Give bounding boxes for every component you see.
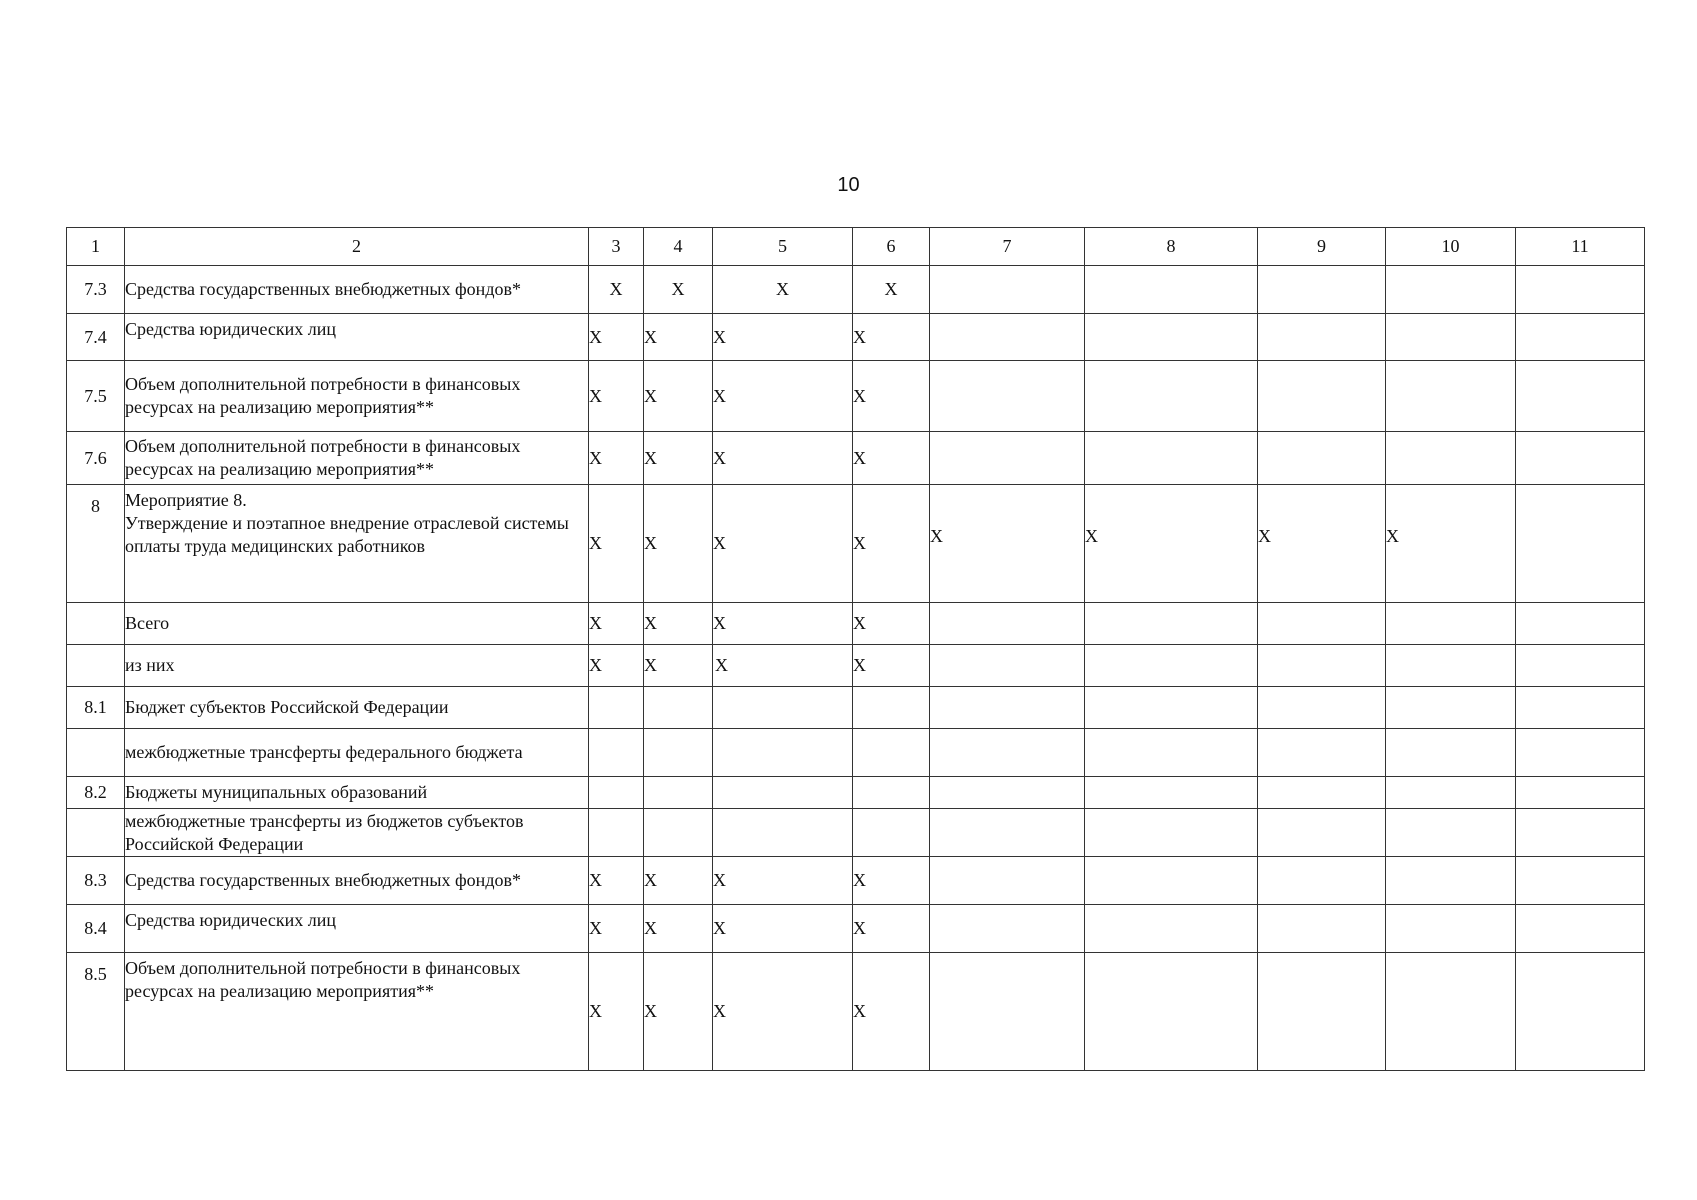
cell-col8 xyxy=(1085,857,1258,905)
row-description xyxy=(125,485,589,603)
cell-col9 xyxy=(1258,905,1386,953)
table-row xyxy=(67,645,1645,687)
cell-col6 xyxy=(853,729,930,777)
column-header: 7 xyxy=(930,228,1085,266)
cell-col4 xyxy=(644,809,713,857)
cell-col9 xyxy=(1258,432,1386,485)
row-number: 8.4 xyxy=(67,905,125,953)
column-header: 3 xyxy=(589,228,644,266)
cell-col4: X xyxy=(644,953,713,1071)
row-number: 8 xyxy=(67,485,125,603)
cell-col10 xyxy=(1386,687,1516,729)
cell-col11 xyxy=(1516,432,1645,485)
cell-col11 xyxy=(1516,905,1645,953)
cell-col4: X xyxy=(644,266,713,314)
cell-col10 xyxy=(1386,953,1516,1071)
cell-col10 xyxy=(1386,266,1516,314)
measure-title: Мероприятие 8. xyxy=(125,490,247,510)
cell-col8 xyxy=(1085,603,1258,645)
table-row xyxy=(67,729,1645,777)
cell-col4 xyxy=(644,687,713,729)
cell-col5 xyxy=(713,809,853,857)
cell-col7 xyxy=(930,603,1085,645)
column-header: 6 xyxy=(853,228,930,266)
table-row xyxy=(67,485,1645,603)
measure-description: Утверждение и поэтапное внедрение отраслевой системы оплаты труда медицинских работников xyxy=(125,513,569,556)
cell-col10 xyxy=(1386,361,1516,432)
cell-col7 xyxy=(930,809,1085,857)
cell-col5: X xyxy=(713,603,853,645)
cell-col7 xyxy=(930,361,1085,432)
cell-col9 xyxy=(1258,809,1386,857)
row-description: Бюджет субъектов Российской Федерации xyxy=(125,687,589,729)
cell-col4: X xyxy=(644,857,713,905)
cell-col8 xyxy=(1085,432,1258,485)
row-number: 7.4 xyxy=(67,314,125,361)
cell-col10 xyxy=(1386,777,1516,809)
cell-col6 xyxy=(853,687,930,729)
row-description: Всего xyxy=(125,603,589,645)
table-row xyxy=(67,809,1645,857)
cell-col7 xyxy=(930,777,1085,809)
cell-col4: X xyxy=(644,603,713,645)
cell-col3: X xyxy=(589,266,644,314)
cell-col3: X xyxy=(589,432,644,485)
cell-col11 xyxy=(1516,603,1645,645)
row-description: Средства государственных внебюджетных фондов* xyxy=(125,857,589,905)
funding-table xyxy=(66,227,1645,1071)
cell-col9 xyxy=(1258,314,1386,361)
row-number: 7.3 xyxy=(67,266,125,314)
row-description: из них xyxy=(125,645,589,687)
row-number xyxy=(67,645,125,687)
cell-col6: X xyxy=(853,485,930,603)
cell-col6 xyxy=(853,777,930,809)
row-number: 8.1 xyxy=(67,687,125,729)
cell-col8 xyxy=(1085,905,1258,953)
row-description: Средства государственных внебюджетных фондов* xyxy=(125,266,589,314)
cell-col3 xyxy=(589,729,644,777)
cell-col11 xyxy=(1516,314,1645,361)
cell-col8 xyxy=(1085,777,1258,809)
cell-col6: X xyxy=(853,953,930,1071)
cell-col3: X xyxy=(589,603,644,645)
cell-col4: X xyxy=(644,432,713,485)
cell-col11 xyxy=(1516,953,1645,1071)
cell-col11 xyxy=(1516,777,1645,809)
cell-col5: X xyxy=(713,485,853,603)
table-header-row xyxy=(67,228,1645,266)
cell-col7 xyxy=(930,953,1085,1071)
cell-col3: X xyxy=(589,645,644,687)
cell-col3 xyxy=(589,809,644,857)
cell-col5 xyxy=(713,687,853,729)
cell-col8 xyxy=(1085,687,1258,729)
cell-col3 xyxy=(589,687,644,729)
cell-col10 xyxy=(1386,432,1516,485)
cell-col11 xyxy=(1516,729,1645,777)
column-header: 1 xyxy=(67,228,125,266)
cell-col4 xyxy=(644,729,713,777)
cell-col10 xyxy=(1386,809,1516,857)
cell-col6: X xyxy=(853,603,930,645)
cell-col10 xyxy=(1386,729,1516,777)
column-header: 2 xyxy=(125,228,589,266)
cell-col9 xyxy=(1258,645,1386,687)
cell-col4: X xyxy=(644,485,713,603)
cell-col6: X xyxy=(853,905,930,953)
row-description: Бюджеты муниципальных образований xyxy=(125,777,589,809)
cell-col7 xyxy=(930,432,1085,485)
cell-col6: X xyxy=(853,432,930,485)
cell-col9: X xyxy=(1258,485,1386,603)
cell-col5: X xyxy=(713,432,853,485)
cell-col4: X xyxy=(644,905,713,953)
cell-col8 xyxy=(1085,361,1258,432)
column-header: 10 xyxy=(1386,228,1516,266)
row-description: межбюджетные трансферты федерального бюджета xyxy=(125,729,589,777)
cell-col10 xyxy=(1386,603,1516,645)
column-header: 9 xyxy=(1258,228,1386,266)
column-header: 8 xyxy=(1085,228,1258,266)
row-description: Объем дополнительной потребности в финансовых ресурсах на реализацию мероприятия** xyxy=(125,361,589,432)
cell-col9 xyxy=(1258,603,1386,645)
cell-col4 xyxy=(644,777,713,809)
table-row xyxy=(67,687,1645,729)
cell-col11 xyxy=(1516,361,1645,432)
table-row xyxy=(67,857,1645,905)
cell-col7 xyxy=(930,729,1085,777)
cell-col8 xyxy=(1085,953,1258,1071)
row-description: Объем дополнительной потребности в финансовых ресурсах на реализацию мероприятия** xyxy=(125,953,589,1071)
cell-col4: X xyxy=(644,645,713,687)
cell-col5: X xyxy=(713,857,853,905)
cell-col8 xyxy=(1085,314,1258,361)
cell-col6: X xyxy=(853,266,930,314)
cell-col9 xyxy=(1258,729,1386,777)
row-number: 8.5 xyxy=(67,953,125,1071)
cell-col5 xyxy=(713,729,853,777)
cell-col10 xyxy=(1386,314,1516,361)
cell-col3: X xyxy=(589,361,644,432)
cell-col3 xyxy=(589,777,644,809)
table-row xyxy=(67,266,1645,314)
cell-col9 xyxy=(1258,361,1386,432)
cell-col5: X xyxy=(713,645,853,687)
cell-col5: X xyxy=(713,905,853,953)
cell-col7 xyxy=(930,687,1085,729)
cell-col6: X xyxy=(853,645,930,687)
row-description: Объем дополнительной потребности в финансовых ресурсах на реализацию мероприятия** xyxy=(125,432,589,485)
column-header: 11 xyxy=(1516,228,1645,266)
row-number xyxy=(67,603,125,645)
cell-col9 xyxy=(1258,777,1386,809)
cell-col10: X xyxy=(1386,485,1516,603)
cell-col11 xyxy=(1516,809,1645,857)
cell-col3: X xyxy=(589,314,644,361)
cell-col11 xyxy=(1516,645,1645,687)
cell-col9 xyxy=(1258,857,1386,905)
cell-col10 xyxy=(1386,905,1516,953)
cell-col3: X xyxy=(589,905,644,953)
cell-col6: X xyxy=(853,361,930,432)
column-header: 5 xyxy=(713,228,853,266)
row-number: 7.6 xyxy=(67,432,125,485)
cell-col6: X xyxy=(853,857,930,905)
cell-col6: X xyxy=(853,314,930,361)
cell-col7: X xyxy=(930,485,1085,603)
cell-col11 xyxy=(1516,857,1645,905)
cell-col5 xyxy=(713,777,853,809)
cell-col3: X xyxy=(589,857,644,905)
page-number: 10 xyxy=(837,174,860,196)
cell-col3: X xyxy=(589,485,644,603)
cell-col7 xyxy=(930,905,1085,953)
cell-col9 xyxy=(1258,953,1386,1071)
cell-col9 xyxy=(1258,687,1386,729)
cell-col10 xyxy=(1386,857,1516,905)
table-row xyxy=(67,314,1645,361)
table-row xyxy=(67,777,1645,809)
cell-col7 xyxy=(930,266,1085,314)
cell-col8: X xyxy=(1085,485,1258,603)
cell-col4: X xyxy=(644,361,713,432)
table-row xyxy=(67,432,1645,485)
cell-col8 xyxy=(1085,645,1258,687)
row-description: Средства юридических лиц xyxy=(125,314,589,361)
cell-col3: X xyxy=(589,953,644,1071)
row-description: Средства юридических лиц xyxy=(125,905,589,953)
cell-col11 xyxy=(1516,687,1645,729)
cell-col5: X xyxy=(713,314,853,361)
cell-col8 xyxy=(1085,729,1258,777)
cell-col5: X xyxy=(713,361,853,432)
cell-col10 xyxy=(1386,645,1516,687)
cell-col7 xyxy=(930,857,1085,905)
row-number: 8.2 xyxy=(67,777,125,809)
row-description: межбюджетные трансферты из бюджетов субъектов Российской Федерации xyxy=(125,809,589,857)
cell-col7 xyxy=(930,645,1085,687)
cell-col5: X xyxy=(713,953,853,1071)
cell-col11 xyxy=(1516,485,1645,603)
column-header: 4 xyxy=(644,228,713,266)
cell-col8 xyxy=(1085,266,1258,314)
cell-col8 xyxy=(1085,809,1258,857)
row-number: 8.3 xyxy=(67,857,125,905)
table-row xyxy=(67,953,1645,1071)
cell-col11 xyxy=(1516,266,1645,314)
cell-col4: X xyxy=(644,314,713,361)
cell-col6 xyxy=(853,809,930,857)
table-row xyxy=(67,361,1645,432)
table-row xyxy=(67,905,1645,953)
cell-col9 xyxy=(1258,266,1386,314)
cell-col5: X xyxy=(713,266,853,314)
cell-col7 xyxy=(930,314,1085,361)
table-row xyxy=(67,603,1645,645)
row-number xyxy=(67,809,125,857)
row-number: 7.5 xyxy=(67,361,125,432)
row-number xyxy=(67,729,125,777)
